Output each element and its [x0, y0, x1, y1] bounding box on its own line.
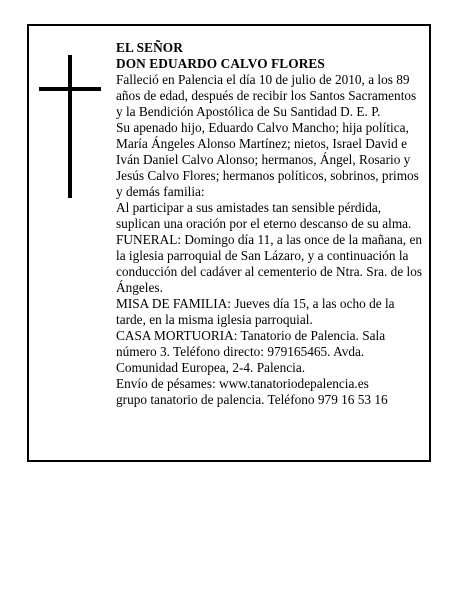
funeral-home-details: CASA MORTUORIA: Tanatorio de Palencia. Sala número 3. Teléfono directo: 979165465. Avda. Comunidad Europea, 2-4. Palencia. [116, 328, 386, 375]
deceased-name: DON EDUARDO CALVO FLORES [116, 56, 325, 71]
family-mass-details: MISA DE FAMILIA: Jueves día 15, a las ocho de la tarde, en la misma iglesia parroquial. [116, 296, 395, 327]
cross-vertical-bar [68, 55, 72, 198]
notice-title-line-1: EL SEÑOR [116, 40, 183, 55]
family-list: Su apenado hijo, Eduardo Calvo Mancho; hija política, María Ángeles Alonso Martínez; nietos, Israel David e Iván Daniel Calvo Alonso; hermanos, Ángel, Rosario y Jesús Calvo Flores; hermanos políticos, sobrinos, primos y demás familia: [116, 120, 419, 199]
prayer-request: Al participar a sus amistades tan sensible pérdida, suplican una oración por el eterno descanso de su alma. [116, 200, 412, 231]
condolences-website: Envío de pésames: www.tanatoriodepalencia.es [116, 376, 369, 391]
notice-text [116, 40, 426, 408]
death-announcement: Falleció en Palencia el día 10 de julio de 2010, a los 89 años de edad, después de recibir los Santos Sacramentos y la Bendición Apostólica de Su Santidad D. E. P. [116, 72, 417, 119]
funeral-group-phone: grupo tanatorio de palencia. Teléfono 979 16 53 16 [116, 392, 388, 407]
cross-horizontal-bar [39, 87, 101, 91]
obituary-notice [27, 24, 431, 462]
funeral-details: FUNERAL: Domingo día 11, a las once de la mañana, en la iglesia parroquial de San Lázaro, y a continuación la conducción del cadáver al cementerio de Ntra. Sra. de los Ángeles. [116, 232, 423, 295]
